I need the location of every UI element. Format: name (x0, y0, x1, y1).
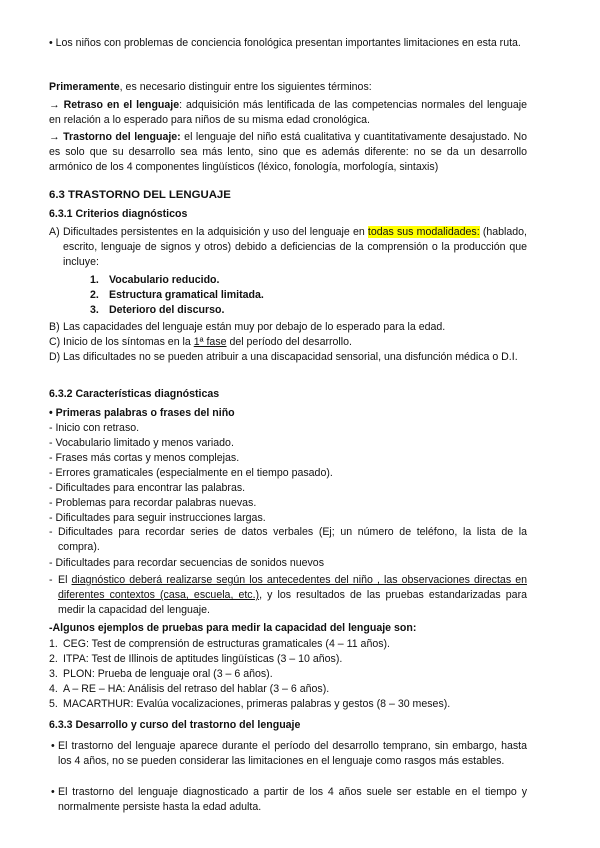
diagnosis-pre: El (58, 574, 72, 586)
trastorno-text: el lenguaje del niño está cualitativa y cuantitativamente desajustado. No es solo que su desarrollo sea más lento, sino que es además diferente: no se da un desarrollo armónico de los 4 componentes lingüísticos (léxico, fonología, morfología, sintaxis) (49, 131, 527, 173)
bullet-marker: • (51, 786, 55, 798)
test-number: 4. (49, 683, 58, 695)
sequences-item: - Dificultades para recordar secuencias de sonidos nuevos (49, 557, 324, 569)
criterion-a-pre: Dificultades persistentes en la adquisición y uso del lenguaje en (63, 226, 368, 238)
trastorno-definition (49, 130, 527, 175)
arrow-icon: → (49, 131, 64, 143)
test-item: ITPA: Test de Illinois de aptitudes lingüísticas (3 – 10 años). (63, 653, 343, 665)
underlined-text: 1ª fase (193, 336, 227, 348)
underlined-text: diagnóstico deberá realizarse según los antecedentes del niño , las observaciones directas en diferentes contextos (casa, escuela, etc.) (58, 574, 527, 601)
sub-item-number: 1. (90, 274, 99, 286)
series-item: Dificultades para recordar series de datos verbales (Ej; un número de teléfono, la lista de la compra). (58, 526, 527, 553)
intro-first-paragraph (49, 80, 527, 95)
test-number: 1. (49, 638, 58, 650)
criterion-b-text: Las capacidades del lenguaje están muy por debajo de lo esperado para la edad. (63, 321, 446, 333)
characteristic-item: - Errores gramaticales (especialmente en el tiempo pasado). (49, 467, 333, 479)
diagnosis-item (58, 573, 527, 618)
criteria-heading: 6.3.1 Criterios diagnósticos (49, 208, 188, 220)
tests-heading: -Algunos ejemplos de pruebas para medir la capacidad del lenguaje son: (49, 622, 417, 634)
retraso-text: : adquisición más lentificada de las competencias normales del lenguaje en relación a lo esperado para niños de su misma edad cronológica. (49, 99, 528, 126)
course-heading: 6.3.3 Desarrollo y curso del trastorno del lenguaje (49, 719, 301, 731)
criterion-c-text (63, 335, 527, 350)
characteristic-item: - Frases más cortas y menos complejas. (49, 452, 240, 464)
characteristics-heading: 6.3.2 Características diagnósticas (49, 388, 220, 400)
characteristic-item: - Problemas para recordar palabras nuevas. (49, 497, 257, 509)
criterion-b-label: B) (49, 321, 60, 333)
characteristic-item: - Vocabulario limitado y menos variado. (49, 437, 234, 449)
first-words-bullet: • Primeras palabras o frases del niño (49, 407, 235, 419)
criterion-a-label: A) (49, 226, 60, 238)
characteristic-item: - Dificultades para encontrar las palabras. (49, 482, 246, 494)
sub-item-text: Estructura gramatical limitada. (109, 289, 264, 301)
dash-marker: - (49, 574, 53, 586)
sub-item-number: 3. (90, 304, 99, 316)
trastorno-term: Trastorno del lenguaje: (63, 131, 181, 143)
sub-item-text: Vocabulario reducido. (109, 274, 220, 286)
retraso-term: Retraso en el lenguaje (63, 99, 180, 111)
intro-first-rest: , es necesario distinguir entre los siguientes términos: (119, 81, 372, 93)
test-item: A – RE – HA: Análisis del retraso del hablar (3 – 6 años). (63, 683, 330, 695)
bullet-marker: • (51, 740, 55, 752)
test-number: 5. (49, 698, 58, 710)
intro-first-bold: Primeramente (49, 81, 120, 93)
test-item: CEG: Test de comprensión de estructuras gramaticales (4 – 11 años). (63, 638, 390, 650)
test-number: 3. (49, 668, 58, 680)
highlighted-text: todas sus modalidades: (367, 226, 480, 238)
course-item: El trastorno del lenguaje diagnosticado a partir de los 4 años suele ser estable en el tiempo y normalmente persiste hasta la edad adulta. (58, 786, 527, 813)
criterion-d-text: Las dificultades no se pueden atribuir a una discapacidad sensorial, una disfunción médica o D.I. (63, 351, 518, 363)
criterion-d-label: D) (49, 351, 61, 363)
dash-marker: - (49, 526, 53, 538)
diagnosis-post: , y los resultados de las pruebas estandarizadas para medir la capacidad del lenguaje. (58, 589, 527, 616)
criterion-a-text (63, 225, 527, 270)
test-number: 2. (49, 653, 58, 665)
criterion-c-pre: Inicio de los síntomas en la (63, 336, 194, 348)
criterion-c-label: C) (49, 336, 61, 348)
arrow-icon: → (49, 99, 64, 111)
sub-item-text: Deterioro del discurso. (109, 304, 225, 316)
intro-bullet: • Los niños con problemas de conciencia fonológica presentan importantes limitaciones en esta ruta. (49, 37, 521, 49)
test-item: MACARTHUR: Evalúa vocalizaciones, primeras palabras y gestos (8 – 30 meses). (63, 698, 451, 710)
retraso-definition (49, 98, 527, 128)
criterion-a-post: (hablado, escrito, lenguaje de signos y otros) debido a deficiencias de la comprensión o la producción que incluye: (63, 226, 527, 268)
section-title: 6.3 TRASTORNO DEL LENGUAJE (49, 189, 231, 201)
sub-item-number: 2. (90, 289, 99, 301)
test-item: PLON: Prueba de lenguaje oral (3 – 6 años). (63, 668, 273, 680)
criterion-c-post: del período del desarrollo. (226, 336, 352, 348)
characteristic-item: - Dificultades para seguir instrucciones largas. (49, 512, 266, 524)
characteristic-item: - Inicio con retraso. (49, 422, 140, 434)
course-item: El trastorno del lenguaje aparece durante el período del desarrollo temprano, sin embargo, hasta los 4 años, no se pueden considerar las limitaciones en el lenguaje como rasgos más estables. (58, 740, 527, 767)
